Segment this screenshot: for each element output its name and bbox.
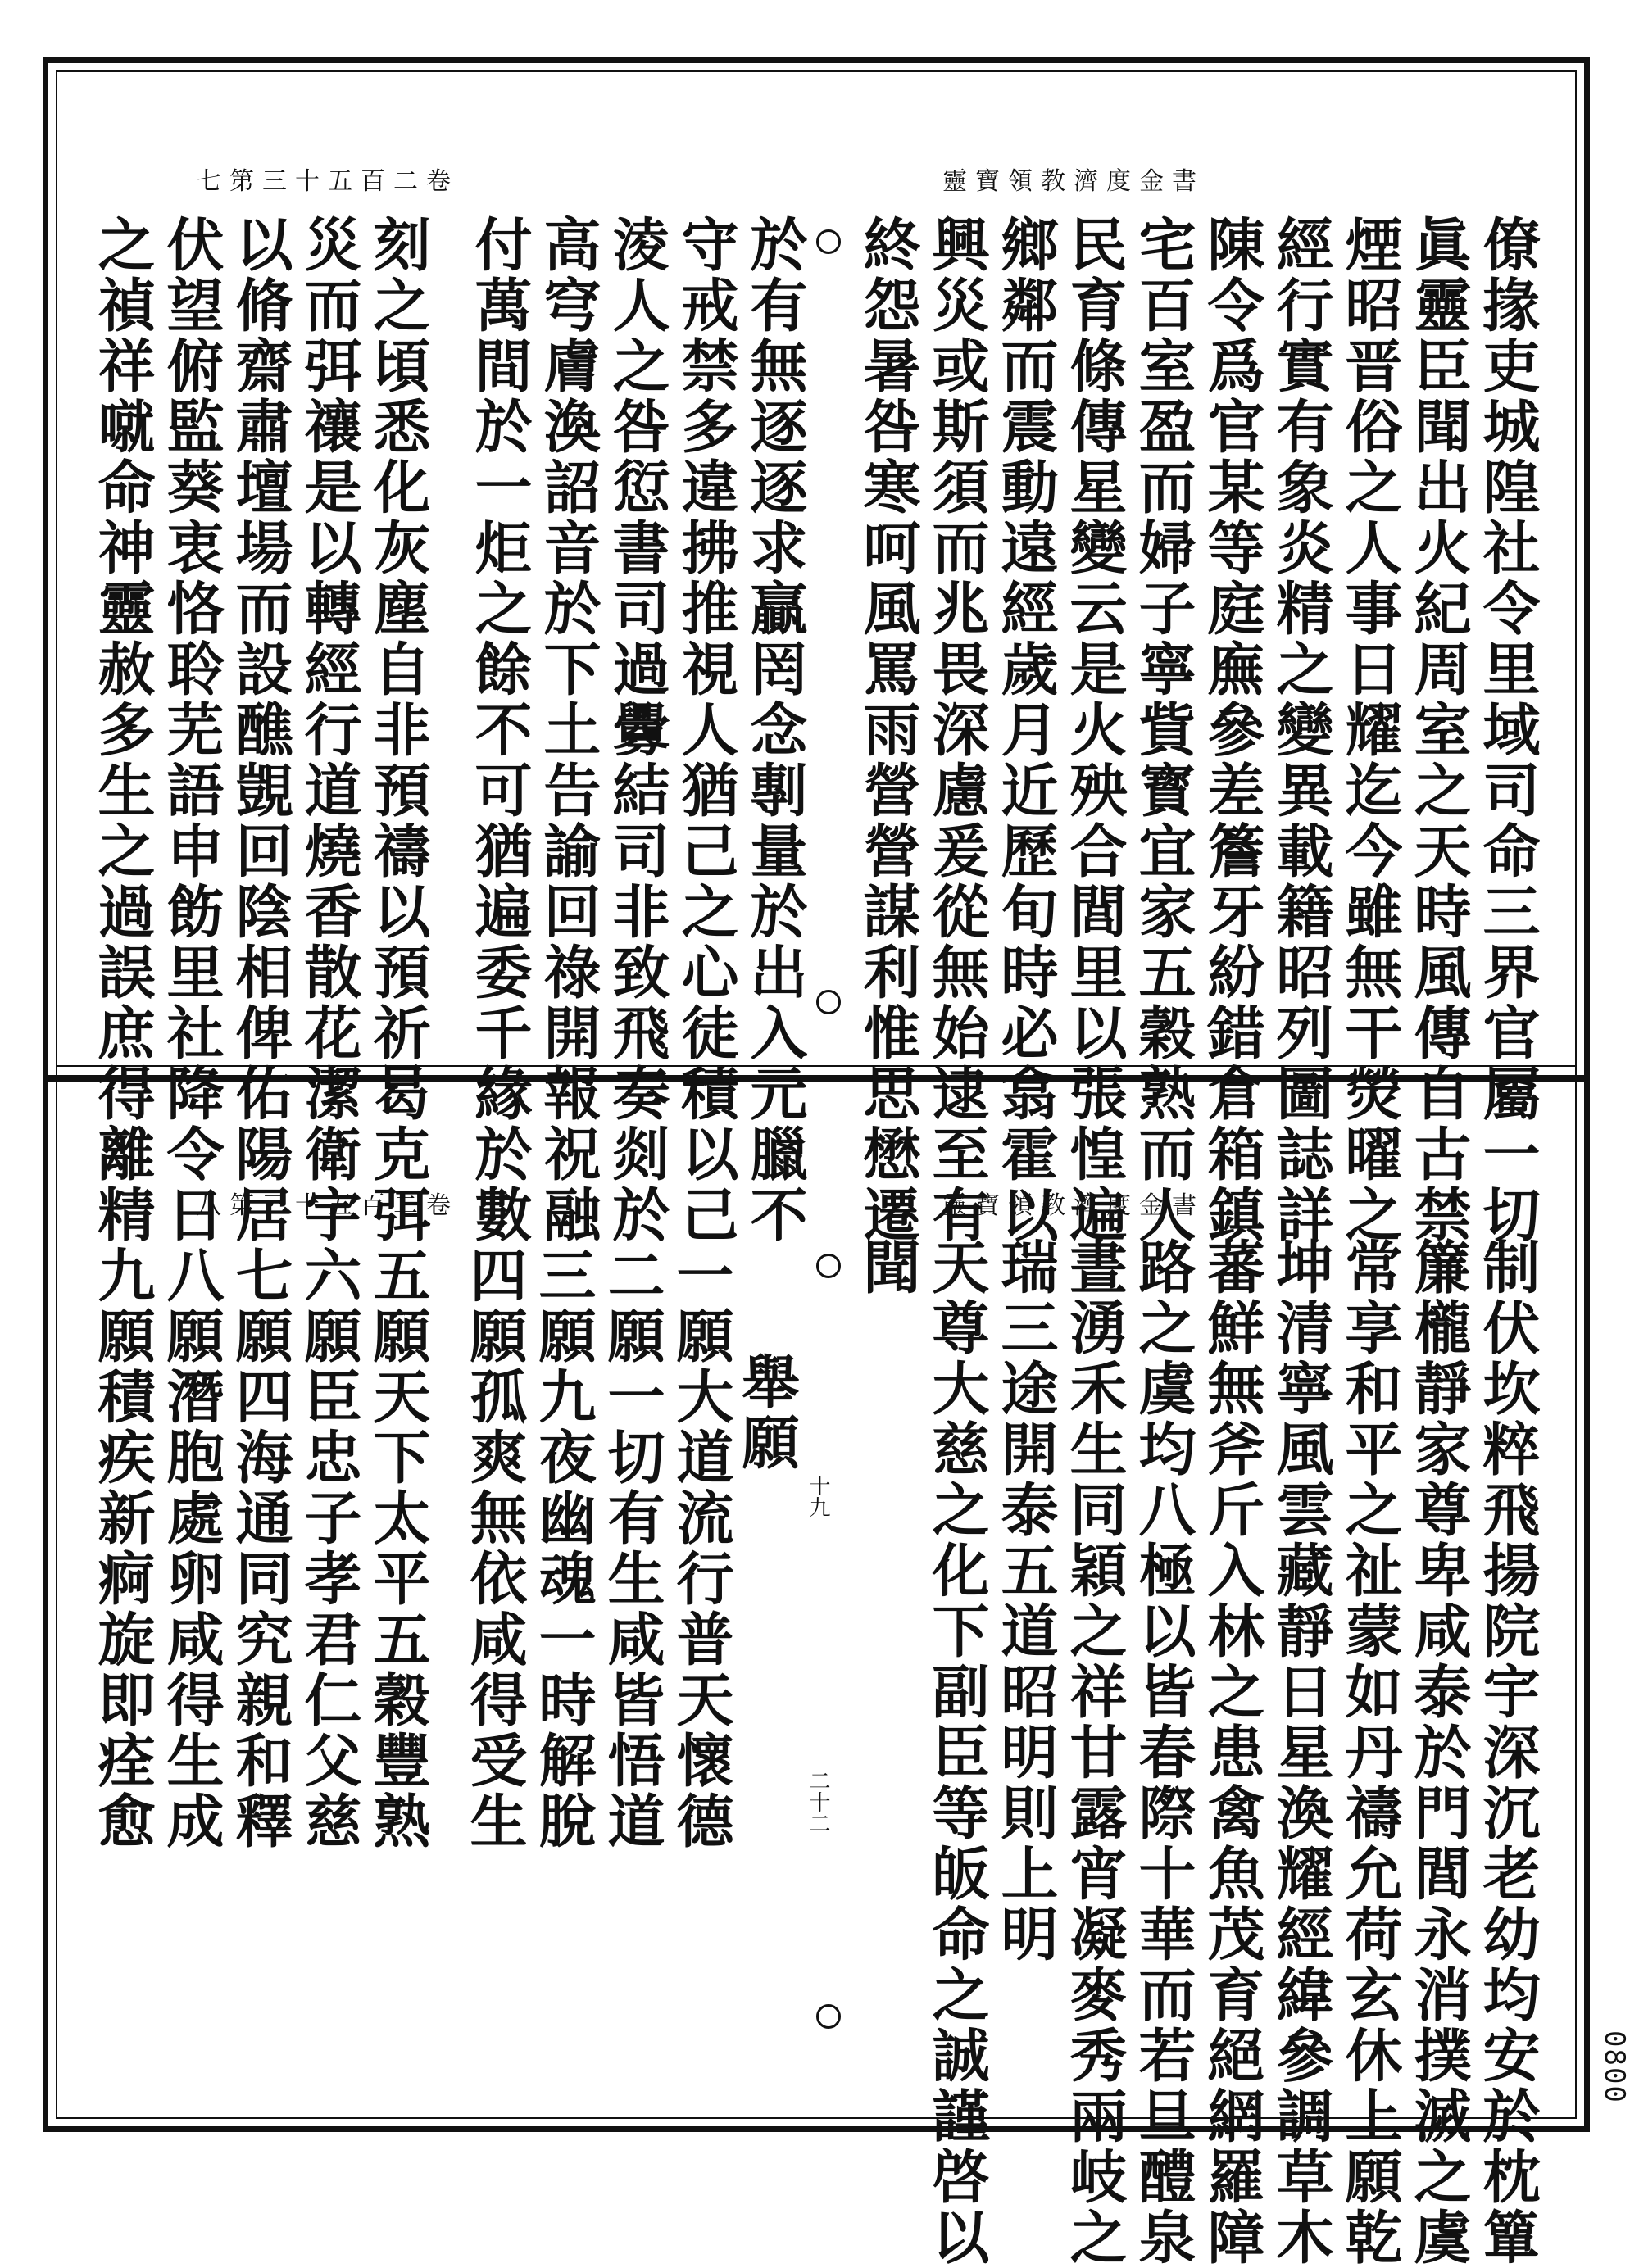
page2-column: 晝湧禾生同穎之祥甘露宵凝麥秀兩岐之 — [1060, 1237, 1128, 2268]
page2-column: 蕃鮮無斧斤入林之患禽魚茂育絕網羅障 — [1198, 1237, 1266, 2268]
punctuation-circle — [816, 1254, 841, 1278]
vow-item: 二願一切有生咸皆悟道 — [598, 1245, 666, 1852]
page1-column: 煙昭晋俗之人事日耀迄今雖無干熒曜之 — [1336, 215, 1404, 1245]
punctuation-circle — [816, 2004, 841, 2029]
page2-header — [197, 1185, 1205, 1221]
page1-column: 淩人之咎愆書司過釁結司非致飛奏剡於 — [603, 215, 671, 1245]
page1-column: 刻之頃悉化灰塵自非預禱以預祈曷克弭 — [364, 215, 432, 1245]
vow-item: 六願臣忠子孝君仁父慈 — [295, 1245, 363, 1852]
vow-item: 五願天下太平五穀豐熟 — [364, 1245, 432, 1852]
page2-column: 制伏坎粹飛揚院宇深沉老幼均安於枕簞 — [1473, 1237, 1541, 2268]
page2-column: 簾櫳靜家尊卑咸泰於門閭永消撲滅之虞 — [1405, 1237, 1473, 2268]
margin-number: 0800 — [1598, 2030, 1631, 2104]
page1-column: 災而弭禳是以轉經行道燒香散花潔衛宇 — [295, 215, 363, 1245]
page1-column: 民育條傳星變云是火殃合閭里以張惶遍 — [1060, 215, 1128, 1245]
vow-title: 舉願 — [733, 1352, 801, 1473]
page1-column: 眞靈臣聞出火紀周室之天時風傳自古禁 — [1405, 215, 1473, 1245]
page1-column: 鄉鄰而震動遠經歲月近歷旬時必翕霍以 — [992, 215, 1060, 1245]
page2-column: 路之虞均八極以皆春際十華而若旦醴泉 — [1129, 1237, 1197, 2268]
page2-column: 天尊大慈之化下副臣等皈命之誠謹啓以 — [923, 1237, 991, 2268]
page1-column: 付萬間於一炬之餘不可猶遍委千緣於數 — [465, 215, 533, 1245]
vow-item: 九願積疾新痾旋即痊愈 — [89, 1245, 157, 1852]
page1-column: 以脩齋肅壇場而設醮覬回陰相俾佑陽居 — [226, 215, 294, 1245]
page1-column: 陳令爲官某等庭廡參差簷牙紛錯倉箱鎮 — [1198, 215, 1266, 1245]
page2-header-volume: 八第三十五百二卷 — [197, 1191, 459, 1220]
page2-column: 常享和平之祉蒙如丹禱允荷玄休上願乾 — [1336, 1237, 1404, 2268]
vow-item: 七願四海通同究親和釋 — [226, 1245, 294, 1852]
page1-column: 之禎祥噈命神靈赦多生之過誤庶得離精 — [89, 215, 157, 1245]
page1-column: 經行實有象炎精之變異載籍昭列圖誌詳 — [1267, 215, 1335, 1245]
page2-column: 聞 — [854, 1237, 922, 1298]
page1-column: 高穹膚渙詔音於下土告諭回祿開報祝融 — [534, 215, 602, 1245]
page1-header — [197, 161, 1205, 197]
punctuation-circle — [816, 990, 841, 1014]
page1-column: 僚掾吏城隍社令里域司命三界官屬一切 — [1473, 215, 1541, 1245]
page-number-note: 二十二 — [806, 1770, 830, 1834]
page2-column: 瑞三途開泰五道昭明則上明 — [992, 1237, 1060, 1965]
page1-column: 興災或斯須而兆畏深慮爰從無始逮至有 — [923, 215, 991, 1245]
page1-column: 伏望俯監葵衷恪聆芜語申飭里社降令日 — [157, 215, 225, 1245]
page2-column: 坤清寧風雲藏靜日星渙耀經緯參調草木 — [1267, 1237, 1335, 2268]
page2-header-title: 靈寶領教濟度金書 — [942, 1191, 1205, 1220]
vow-note: 十九 — [806, 1475, 830, 1517]
page1-column: 於有無逐逐求贏罔念剸量於出入元臘不 — [741, 215, 809, 1245]
vow-item: 四願孤爽無依咸得受生 — [461, 1245, 529, 1852]
page1-column: 宅百室盈而婦子寧貲寳宜家五穀熟而人 — [1129, 215, 1197, 1245]
vow-item: 三願九夜幽魂一時解脫 — [529, 1245, 597, 1852]
page1-header-title: 靈寶領教濟度金書 — [942, 167, 1205, 196]
punctuation-circle — [816, 229, 841, 254]
page1-header-volume: 七第三十五百二卷 — [197, 167, 459, 196]
page1-column: 守戒禁多違拂推視人猶己之心徒積以己 — [672, 215, 740, 1245]
vow-item: 八願潛胞處卵咸得生成 — [157, 1245, 225, 1852]
vow-item: 一願大道流行普天懷德 — [667, 1245, 735, 1852]
page1-column: 終怨暑咎寒呵風罵雨營營謀利惟思懋遷 — [854, 215, 922, 1245]
